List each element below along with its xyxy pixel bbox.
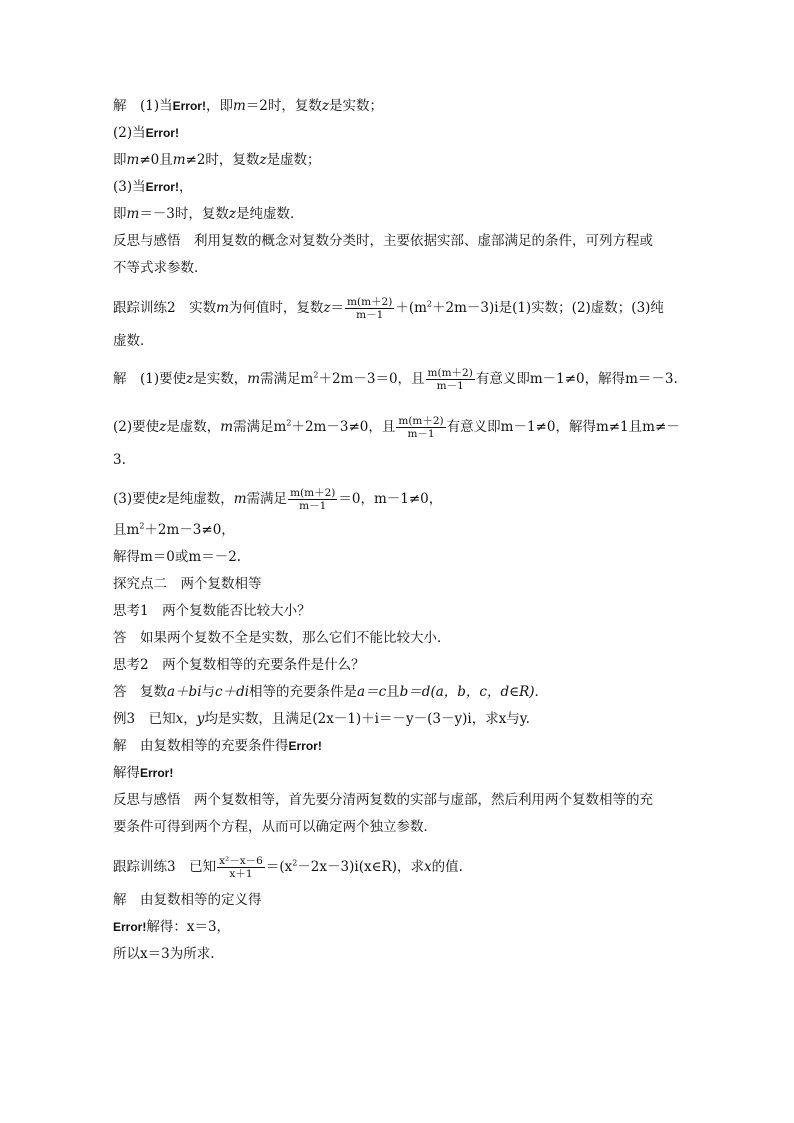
fraction [345,296,394,321]
error-placeholder: Error! [140,766,174,780]
text: ， [183,711,197,727]
text: 跟踪训练2 实数 [113,300,217,316]
text: ． [534,684,549,700]
text: 有意义即m－1≠0，解得m≠1且m≠－ [446,419,680,435]
solution-2-line-4 [113,487,688,512]
solution-2-line-1 [113,367,688,392]
variable-m: m [216,300,229,316]
variable-m: m [126,152,140,168]
example-3 [113,710,688,728]
math: b＝d(a，b，c，d∈R) [399,684,535,700]
variable-m: m [220,419,234,435]
variable-z: z [159,419,167,435]
text: (3)要使 [113,491,160,507]
solution-line-4 [113,178,688,196]
answer-1 [113,629,688,647]
text: 3. [113,452,126,468]
solution-2-line-3 [113,451,688,469]
variable-m: m [247,371,261,387]
variable-m: m [172,152,186,168]
fraction-numerator: x²－x－6 [219,855,263,867]
text: ＝(x [265,859,293,875]
variable-m: m [232,98,246,114]
variable-z: z [186,371,194,387]
text: 且 [386,684,400,700]
solution-4-line-2 [113,918,688,936]
text: (2)当 [113,125,146,141]
fraction-denominator: m－1 [345,308,394,321]
text: 与 [201,684,216,700]
text: 思考1 两个复数能否比较大小？ [113,603,311,619]
reflection-2-line-1 [113,791,688,809]
solution-line-1 [113,97,688,115]
text: 是虚数； [266,152,321,168]
solution-4-line-3 [113,945,688,963]
text: ＝0，m－1≠0， [338,491,443,507]
text: ＝－3时，复数 [139,206,229,222]
text: 答 如果两个复数不全是实数，那么它们不能比较大小． [113,630,451,646]
error-placeholder: Error! [145,126,179,140]
math: a＋bi [167,684,202,700]
reflection-line-1 [113,232,688,250]
text: 有意义即m－1≠0，解得m＝－3. [475,371,678,387]
superscript: 2 [313,370,319,380]
error-placeholder: Error! [288,739,322,753]
text: ， [178,179,193,195]
text: 需满足m [233,419,287,435]
solution-line-3 [113,151,688,169]
solution-line-5 [113,205,688,223]
text: 均是实数，且满足(2x－1)＋i＝－y－(3－y)i，求x与y. [204,711,530,727]
solution-2-line-2 [113,415,688,440]
fraction-denominator: m－1 [426,379,475,392]
reflection-line-2 [113,259,688,277]
text: 反思与感悟 利用复数的概念对复数分类时，主要依据实部、虚部满足的条件，可列方程或 [113,233,653,249]
text: 解得：x＝3， [146,919,231,935]
solution-3-line-2 [113,764,688,782]
text: 即 [113,206,127,222]
text: ≠2时，复数 [185,152,260,168]
fraction-numerator: m(m＋2) [290,487,336,499]
text: 解得m＝0或m＝－2. [113,549,242,565]
fraction-numerator: m(m＋2) [347,296,393,308]
text: 解 (1)要使 [113,371,187,387]
superscript: 2 [286,418,292,428]
variable-z: z [321,98,329,114]
text: 探究点二 两个复数相等 [113,576,262,592]
exercise-2-line-2 [113,332,688,350]
error-placeholder: Error! [145,180,179,194]
text: 反思与感悟 两个复数相等，首先要分清两复数的实部与虚部，然后利用两个复数相等的充 [113,792,653,808]
superscript: 2 [426,299,432,309]
text: ＋2m－3≠0， [144,522,235,538]
text: 思考2 两个复数相等的充要条件是什么？ [113,657,365,673]
solution-2-line-5 [113,521,688,539]
math: a＝c [357,684,387,700]
text: 是实数； [329,98,383,114]
solution-line-2 [113,124,688,142]
text: 要条件可得到两个方程，从而可以确定两个独立参数． [113,819,437,835]
text: 需满足m [260,371,314,387]
text: 需满足 [246,491,288,507]
text: 即 [113,152,127,168]
superscript: 2 [139,521,145,531]
fraction-denominator: m－1 [288,499,337,512]
text: 是纯虚数． [236,206,304,222]
text: 相等的充要条件是 [249,684,358,700]
text: 答 复数 [113,684,167,700]
text: 是实数， [193,371,248,387]
exercise-2-line-1 [113,296,688,321]
solution-2-line-6 [113,548,688,566]
think-1 [113,602,688,620]
fraction-denominator: m－1 [396,427,445,440]
think-2 [113,656,688,674]
fraction [217,855,265,880]
text: ≠0且 [139,152,173,168]
section-heading [113,575,688,593]
variable-x: x [424,859,432,875]
reflection-2-line-2 [113,818,688,836]
text: ＋(m [395,300,427,316]
error-placeholder: Error! [113,920,147,934]
fraction-numerator: m(m＋2) [427,367,473,379]
variable-x: x [175,711,184,727]
text: 是虚数， [166,419,221,435]
variable-z: z [323,300,331,316]
text: ，即 [205,98,233,114]
fraction-denominator: x＋1 [217,867,265,880]
text: 且m [113,522,140,538]
variable-z: z [159,491,167,507]
text: ＋2m－3)i是(1)实数；(2)虚数；(3)纯 [432,300,664,316]
variable-m: m [233,491,247,507]
text: 解得 [113,765,140,781]
exercise-3 [113,855,688,880]
error-placeholder: Error! [172,99,206,113]
text: 虚数． [113,333,154,349]
answer-2 [113,683,688,701]
solution-3-line-1 [113,737,688,755]
text: ＝2时，复数 [245,98,322,114]
text: 的值. [431,859,463,875]
text: 例3 已知 [113,711,176,727]
variable-z: z [228,206,237,222]
text: 解 (1)当 [113,98,173,114]
superscript: 2 [292,858,298,868]
text: －2x－3)i(x∈R)，求 [297,859,424,875]
variable-m: m [126,206,140,222]
text: 不等式求参数． [113,260,208,276]
variable-z: z [259,152,267,168]
fraction [396,415,445,440]
math: c＋di [215,684,250,700]
text: 跟踪训练3 已知 [113,859,217,875]
variable-y: y [196,711,205,727]
text: 解 由复数相等的充要条件得 [113,738,289,754]
fraction [426,367,475,392]
text: (2)要使 [113,419,160,435]
text: (3)当 [113,179,146,195]
text: 所以x＝3为所求. [113,946,215,962]
text: 为何值时，复数 [228,300,324,316]
text: ＝ [330,300,345,316]
solution-4-line-1 [113,891,688,909]
text: ＋2m－3≠0，且 [291,419,396,435]
text: ＋2m－3＝0，且 [318,371,425,387]
text: 解 由复数相等的定义得 [113,892,262,908]
fraction [288,487,337,512]
fraction-numerator: m(m＋2) [398,415,444,427]
text: 是纯虚数， [166,491,234,507]
